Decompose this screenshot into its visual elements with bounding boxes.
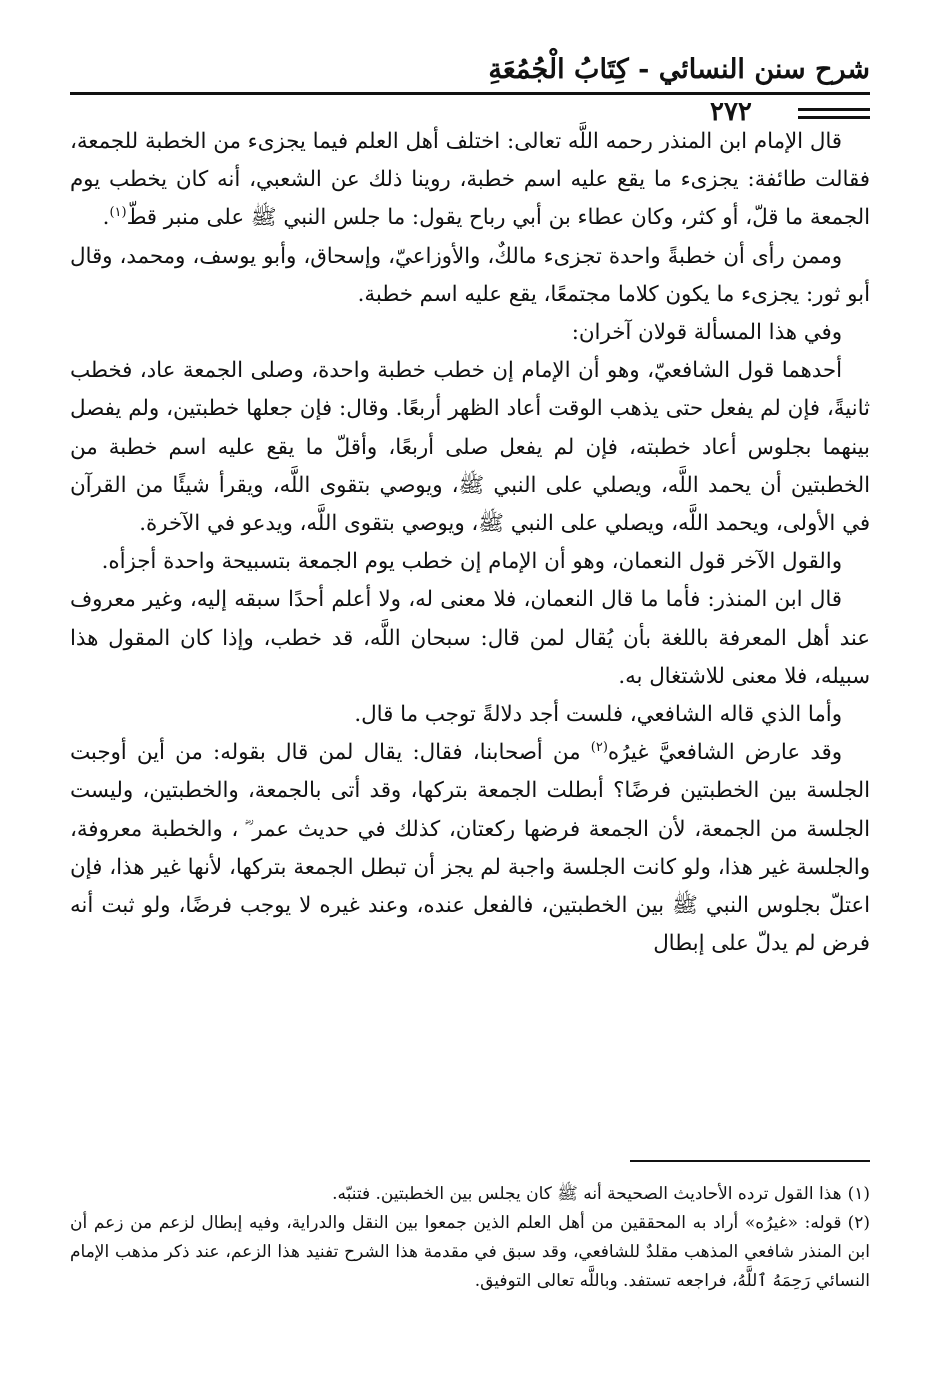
page-number: ٢٧٢: [710, 97, 752, 127]
main-text: [70, 123, 870, 963]
footnote-ref[interactable]: (٢): [590, 740, 608, 756]
footnote-number: (٢): [847, 1213, 870, 1233]
footnotes: [70, 1180, 870, 1296]
footnote-separator: [630, 1160, 870, 1162]
paragraph-text: قال الإمام ابن المنذر رحمه اللَّه تعالى: اختلف أهل العلم فيما يجزىء من الخطبة للجمعة، فقالت طائفة: يجزىء ما يقع عليه اسم خطبة، روينا ذلك عن الشعبي، أنه كان يخطب يوم الجمعة ما قلّ، أو كثر، وكان عطاء بن أبي رباح يقول: ما جلس النبي ﷺ على منبر قطّ: [70, 129, 870, 231]
paragraph-text: وقد عارض الشافعيَّ غيرُه: [607, 740, 842, 766]
footnote-text: هذا القول ترده الأحاديث الصحيحة أنه ﷺ كان يجلس بين الخطبتين. فتنبّه.: [332, 1184, 842, 1204]
footnote-text: قوله: «غيرُه» أراد به المحققين من أهل العلم الذين جمعوا بين النقل والدراية، وفيه إبطال لزعم من زعم أن ابن المنذر شافعي المذهب مقلدٌ للشافعي، وقد سبق في مقدمة هذا الشرح تفنيد هذا الزعم، عند ذكر مذهب الإمام النسائي رَحِمَهُ ٱللَّهُ، فراجعه تستفد. وباللَّه تعالى التوفيق.: [70, 1213, 870, 1291]
paragraph: وأما الذي قاله الشافعي، فلست أجد دلالةً توجب ما قال.: [354, 702, 842, 728]
paragraph: وفي هذا المسألة قولان آخران:: [571, 320, 842, 346]
paragraph: والقول الآخر قول النعمان، وهو أن الإمام إن خطب يوم الجمعة بتسبيحة واحدة أجزأه.: [101, 549, 842, 575]
running-title: شرح سنن النسائي - كِتَابُ الْجُمُعَةِ: [488, 54, 870, 85]
paragraph: [70, 734, 870, 963]
paragraph: وممن رأى أن خطبةً واحدة تجزىء مالكٌ، والأوزاعيّ، وإسحاق، وأبو يوسف، ومحمد، وقال أبو ثور: يجزىء ما يكون كلاما مجتمعًا، يقع عليه اسم خطبة.: [70, 243, 870, 307]
footnote-ref[interactable]: (١): [109, 205, 127, 221]
paragraph: أحدهما قول الشافعيّ، وهو أن الإمام إن خطب خطبة واحدة، وصلى الجمعة عاد، فخطب ثانيةً، فإن لم يفعل حتى يذهب الوقت أعاد الظهر أربعًا. وقال: فإن جعلها خطبتين، ولم يفصل بينهما بجلوس أعاد خطبته، فإن لم يفعل صلى أربعًا، وأقلّ ما يقع عليه اسم خطبة من الخطبتين أن يحمد اللَّه، ويصلي على النبي ﷺ، ويوصي بتقوى اللَّه، ويقرأ شيئًا من القرآن في الأولى، ويحمد اللَّه، ويصلي على النبي ﷺ، ويوصي بتقوى اللَّه، ويدعو في الآخرة.: [70, 358, 870, 537]
page-number-ornament-line: [798, 116, 870, 119]
footnote: [70, 1209, 870, 1296]
page-number-ornament-line: [798, 108, 870, 111]
paragraph-text: .: [102, 205, 110, 231]
page-number-block: [710, 99, 870, 125]
header-rule: [70, 92, 870, 95]
paragraph: [70, 123, 870, 238]
footnote-number: (١): [847, 1184, 870, 1204]
paragraph-text: من أصحابنا، فقال: يقال لمن قال بقوله: من أين أوجبت الجلسة بين الخطبتين فرضًا؟ أبطلت الجمعة بتركها، وقد أتى بالجمعة، والخطبتين، وليست الجلسة من الجمعة، لأن الجمعة فرضها ركعتان، كذلك في حديث عمر ؓ ، والخطبة معروفة، والجلسة غير هذا، ولو كانت الجلسة واجبة لم يجز أن تبطل الجمعة بتركها، لأنها غير هذا، فإن اعتلّ بجلوس النبي ﷺ بين الخطبتين، فالفعل عنده، وعند غيره لا يوجب فرضًا، ولو ثبت أنه فرض لم يدلّ على إبطال: [70, 740, 870, 957]
paragraph: قال ابن المنذر: فأما ما قال النعمان، فلا معنى له، ولا أعلم أحدًا سبقه إليه، وغير معروف عند أهل المعرفة باللغة بأن يُقال لمن قال: سبحان اللَّه، قد خطب، وإذا كان المقول هذا سبيله، فلا معنى للاشتغال به.: [70, 587, 870, 689]
page-header: [70, 52, 870, 127]
footnote: [70, 1180, 870, 1209]
